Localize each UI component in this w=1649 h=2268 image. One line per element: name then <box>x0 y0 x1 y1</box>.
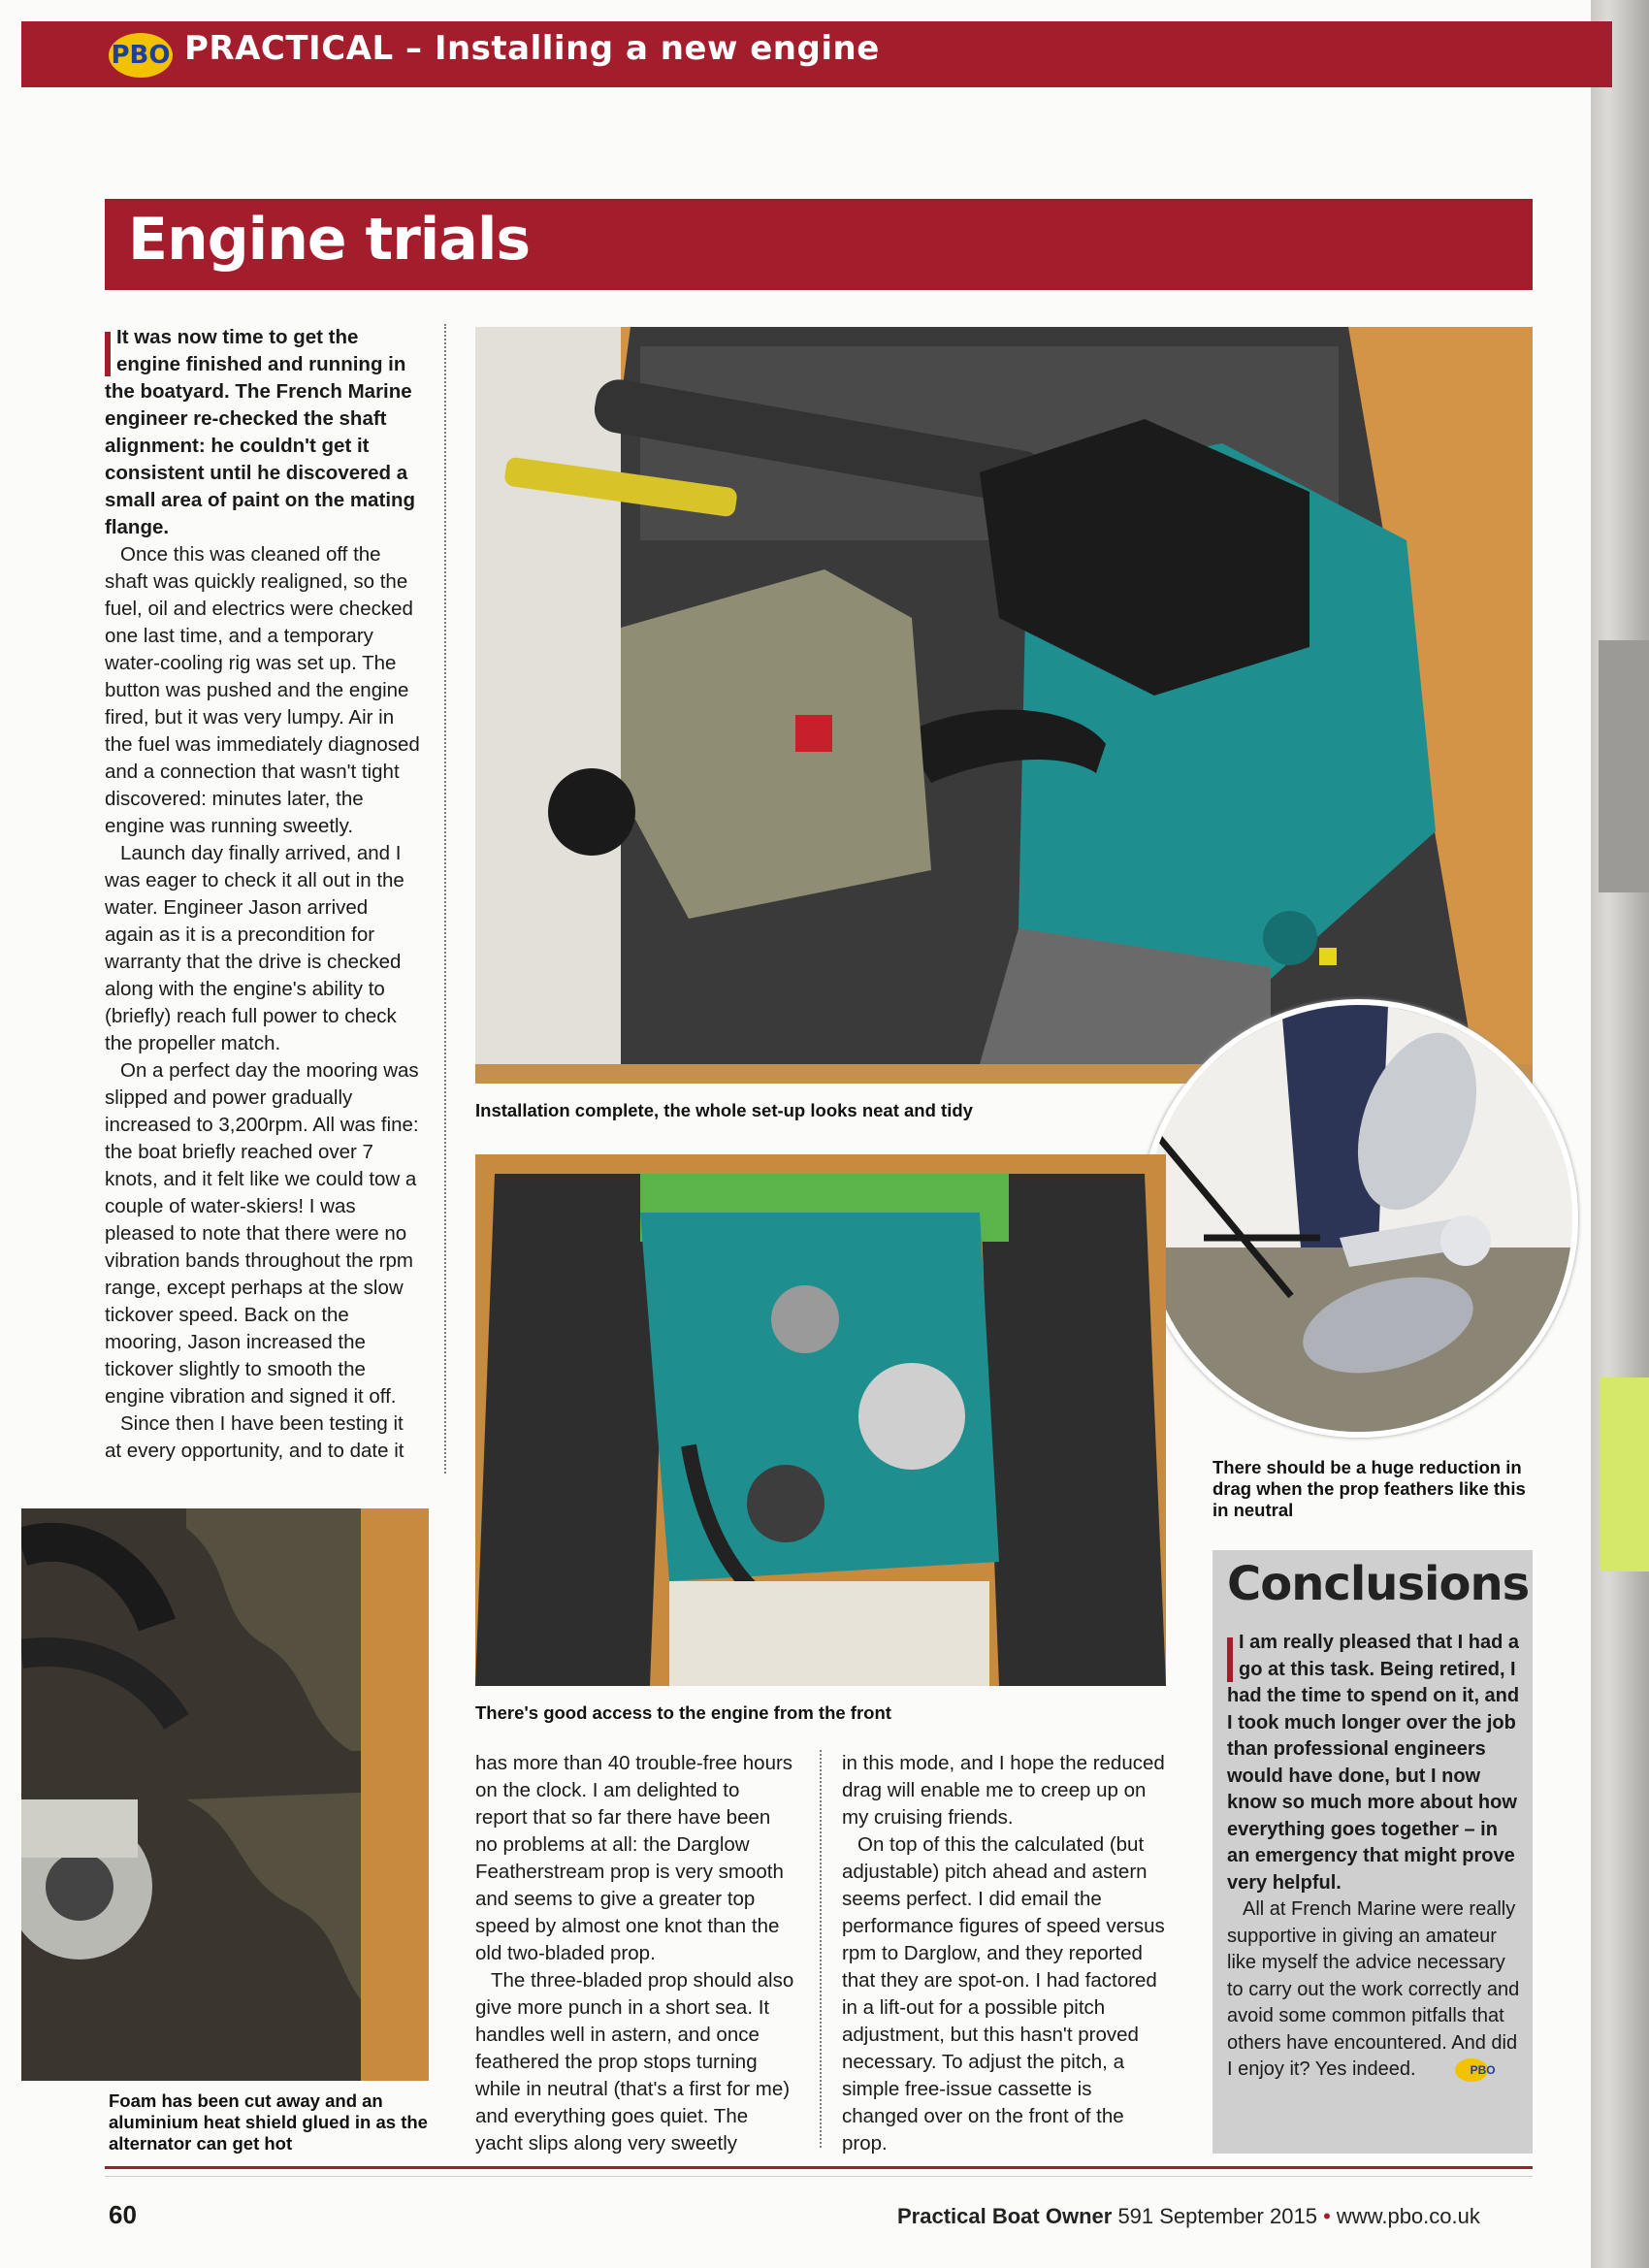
engine-front-image <box>475 1154 1166 1686</box>
footer-credit <box>897 2204 1480 2229</box>
engine-front-photo <box>475 1154 1166 1686</box>
drop-cap-bar <box>105 332 111 376</box>
article-column-2 <box>475 1750 795 2157</box>
section-title: PRACTICAL – Installing a new engine <box>184 29 880 68</box>
conclusions-title: Conclusions <box>1227 1557 1530 1611</box>
footer-rule-thin <box>105 2176 1533 2177</box>
column-divider <box>444 324 446 1474</box>
footer-rule <box>105 2166 1533 2169</box>
caption-prop: There should be a huge reduction in drag when the prop feathers like this in neutral <box>1212 1457 1526 1520</box>
caption-foam: Foam has been cut away and an aluminium heat shield glued in as the alternator can get hot <box>109 2090 428 2154</box>
pbo-end-mark: PBO <box>1455 2058 1488 2082</box>
article-column-1 <box>105 324 420 1465</box>
issue-info: 591 September 2015 <box>1117 2204 1317 2228</box>
page-gutter <box>1591 0 1649 2268</box>
body-paragraph: Since then I have been testing it at every opportunity, and to date it <box>105 1412 404 1462</box>
pbo-logo: PBO <box>109 33 173 78</box>
conclusions-body-text: All at French Marine were really supportive in giving an amateur like myself the advice necessary to carry out the work correctly and avoid some common pitfalls that others have encountered. And did I enjoy it? Yes indeed. <box>1227 1898 1520 2080</box>
prop-photo <box>1140 999 1578 1438</box>
lead-paragraph: It was now time to get the engine finished and running in the boatyard. The French Marine engineer re-checked the shaft alignment: he couldn't get it consistent until he discovered a small area of paint on the mating flange. <box>105 326 416 538</box>
separator-dot: • <box>1323 2204 1331 2228</box>
conclusions-lead: I am really pleased that I had a go at this task. Being retired, I had the time to spend on it, and I took much longer over the job than professional engineers would have done, but I now know so much more about how everything goes together – in an emergency that might prove very helpful. <box>1227 1632 1520 1894</box>
caption-access: There's good access to the engine from the front <box>475 1702 891 1723</box>
conclusions-text <box>1227 1630 1523 2084</box>
engine-installed-photo <box>475 327 1533 1084</box>
page-number: 60 <box>109 2200 137 2229</box>
conclusions-body <box>1227 1896 1523 2084</box>
engine-installed-image <box>475 327 1533 1084</box>
feathered-prop-image <box>1146 1005 1572 1432</box>
article-headline: Engine trials <box>128 206 531 274</box>
drop-cap-bar <box>1227 1637 1233 1682</box>
body-paragraph: in this mode, and I hope the reduced drag will enable me to creep up on my cruising friends. <box>842 1752 1165 1829</box>
column-divider <box>820 1750 822 2148</box>
article-column-3 <box>842 1750 1172 2157</box>
body-paragraph: has more than 40 trouble-free hours on the clock. I am delighted to report that so far there have been no problems at all: the Darglow Featherstream prop is very smooth and seems to give a greater top speed by almost one knot than the old two-bladed prop. <box>475 1752 793 1964</box>
magazine-name: Practical Boat Owner <box>897 2204 1113 2228</box>
foam-heat-shield-photo <box>21 1508 429 2081</box>
body-paragraph: The three-bladed prop should also give more punch in a short sea. It handles well in astern, and once feathered the prop stops turning while in neutral (that's a first for me) and everything goes quiet. The yacht slips along very sweetly <box>475 1969 794 2155</box>
body-paragraph: Once this was cleaned off the shaft was quickly realigned, so the fuel, oil and electrics were checked one last time, and a temporary water-cooling rig was set up. The button was pushed and the engine fired, but it was very lumpy. Air in the fuel was immediately diagnosed and a connection that wasn't tight discovered: minutes later, the engine was running sweetly. <box>105 543 420 837</box>
caption-installation: Installation complete, the whole set-up looks neat and tidy <box>475 1100 973 1120</box>
body-paragraph: On a perfect day the mooring was slipped and power gradually increased to 3,200rpm. All was fine: the boat briefly reached over 7 knots, and it felt like we could tow a couple of water-skiers! I was pleased to note that there were no vibration bands throughout the rpm range, except perhaps at the slow tickover speed. Back on the mooring, Jason increased the tickover slightly to smooth the engine vibration and signed it off. <box>105 1059 419 1408</box>
website-url: www.pbo.co.uk <box>1336 2204 1480 2228</box>
body-paragraph: Launch day finally arrived, and I was eager to check it all out in the water. Engineer Jason arrived again as it is a precondition for warranty that the drive is checked along with the engine's ability to (briefly) reach full power to check the propeller match. <box>105 842 404 1054</box>
foam-heat-shield-image <box>21 1508 429 2081</box>
body-paragraph: On top of this the calculated (but adjustable) pitch ahead and astern seems perfect. I did email the performance figures of speed versus rpm to Darglow, and they reported that they are spot-on. I had factored in a lift-out for a possible pitch adjustment, but this hasn't proved necessary. To adjust the pitch, a simple free-issue cassette is changed over on the front of the prop. <box>842 1833 1165 2155</box>
